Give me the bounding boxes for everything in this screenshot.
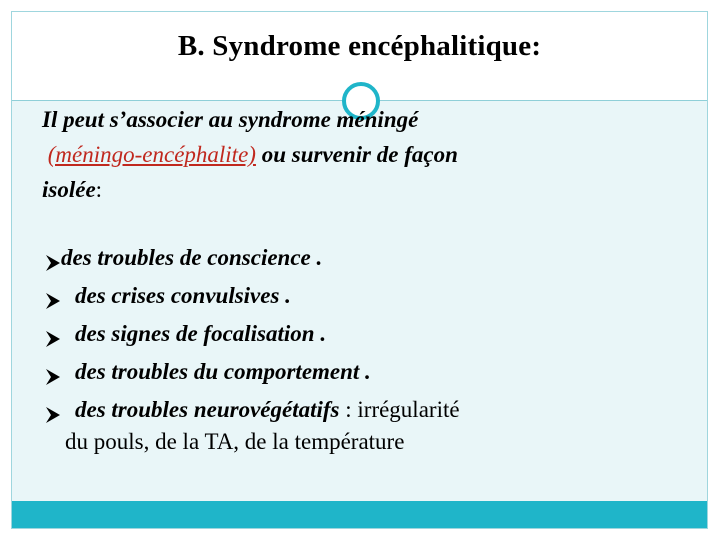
intro-paragraph bbox=[42, 102, 682, 207]
intro-line-2-rest: ou survenir de façon bbox=[255, 142, 458, 167]
bullet-list bbox=[44, 245, 694, 435]
meningo-encephalite-link[interactable]: (méningo-encéphalite) bbox=[47, 142, 256, 167]
bullet-text: des crises convulsives . bbox=[75, 283, 291, 308]
intro-line-2 bbox=[42, 137, 682, 172]
intro-line-3 bbox=[42, 172, 682, 207]
bottom-accent-bar bbox=[12, 501, 707, 528]
bullet-text-bold: des troubles neurovégétatifs bbox=[75, 397, 340, 422]
bullet-text: des troubles du comportement . bbox=[75, 359, 371, 384]
list-item bbox=[44, 283, 694, 321]
intro-line-3-colon: : bbox=[95, 177, 103, 202]
arrow-bullet-icon bbox=[44, 329, 62, 349]
arrow-bullet-icon bbox=[44, 367, 62, 387]
bullet-text: des troubles de conscience . bbox=[61, 245, 323, 270]
bullet-text: des signes de focalisation . bbox=[75, 321, 327, 346]
bullet-continuation: du pouls, de la TA, de la température bbox=[65, 429, 405, 454]
bullet-text bbox=[75, 397, 460, 423]
intro-line-1: Il peut s’associer au syndrome méningé bbox=[42, 107, 419, 132]
arrow-bullet-icon bbox=[44, 291, 62, 311]
slide-title: B. Syndrome encéphalitique: bbox=[177, 30, 542, 62]
list-item bbox=[44, 359, 694, 397]
arrow-bullet-icon bbox=[44, 253, 62, 273]
arrow-bullet-icon bbox=[44, 405, 62, 425]
list-item bbox=[44, 245, 694, 283]
bullet-text-rest: : irrégularité bbox=[339, 397, 460, 422]
list-item bbox=[44, 321, 694, 359]
intro-line-3-word: isolée bbox=[42, 177, 96, 202]
